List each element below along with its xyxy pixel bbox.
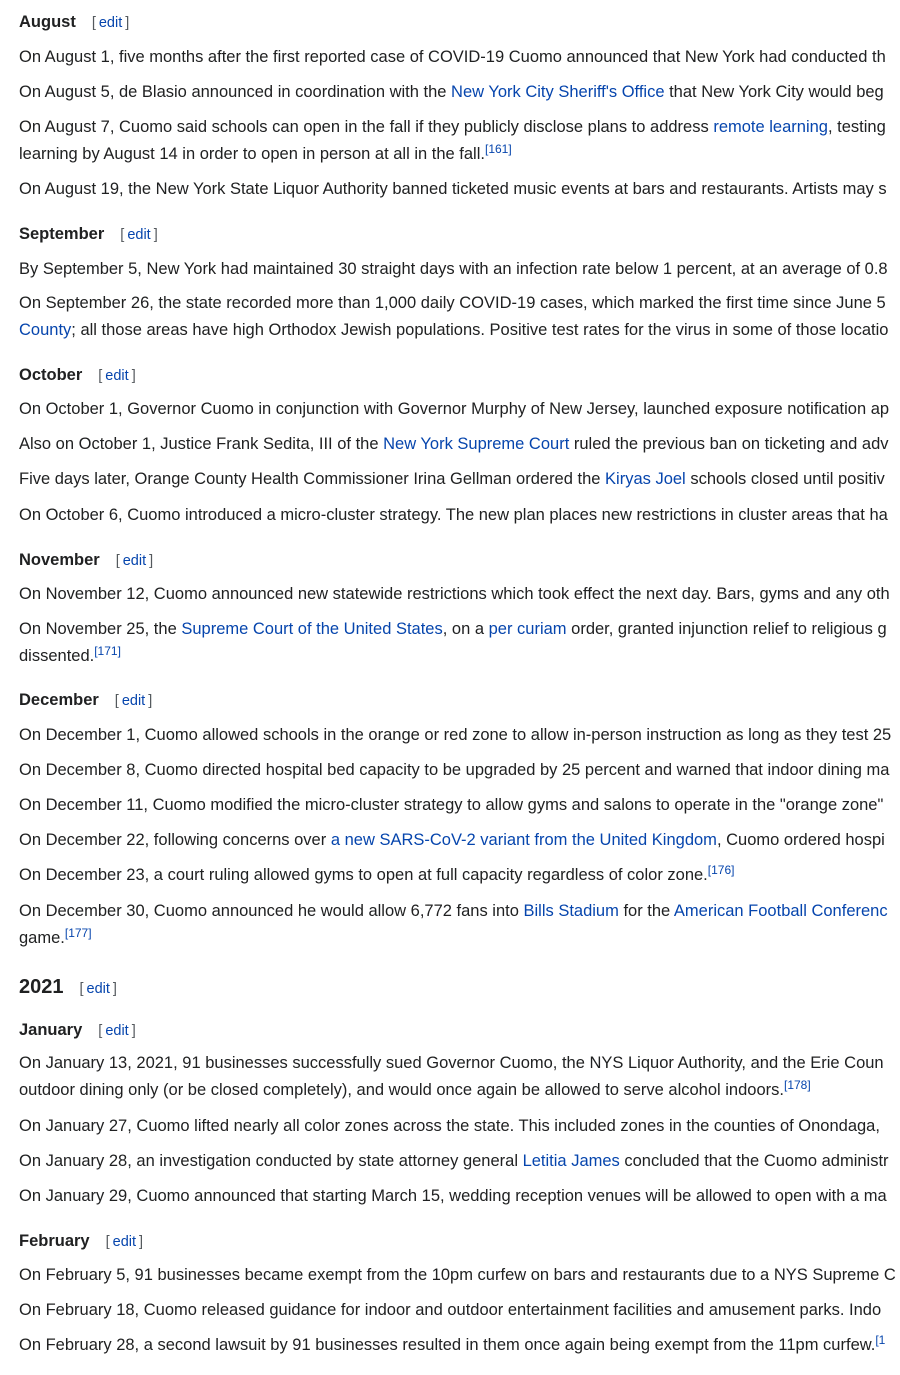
paragraph: On December 8, Cuomo directed hospital bed capacity to be upgraded by 25 percent and warned that indoor dining ma bbox=[19, 761, 890, 779]
edit-section-link-wrapper: [ edit ] bbox=[115, 553, 154, 569]
edit-link[interactable]: edit bbox=[105, 1023, 129, 1039]
heading-text: November bbox=[19, 551, 100, 569]
link-letitia-james[interactable]: Letitia James bbox=[522, 1152, 620, 1170]
heading-text: February bbox=[19, 1232, 90, 1250]
paragraph: On August 7, Cuomo said schools can open in the fall if they publicly disclose plans to address remote learning, testing learning by August 14 in order to open in person at all in the fall.[161] bbox=[19, 118, 886, 163]
link-kiryas-joel[interactable]: Kiryas Joel bbox=[605, 470, 686, 488]
section-heading-november bbox=[19, 550, 153, 571]
link-nyc-sheriffs-office[interactable]: New York City Sheriff's Office bbox=[451, 83, 665, 101]
paragraph: On October 6, Cuomo introduced a micro-cluster strategy. The new plan places new restrictions in cluster areas that ha bbox=[19, 506, 888, 524]
edit-link[interactable]: edit bbox=[98, 15, 123, 31]
section-heading-2021 bbox=[19, 975, 117, 1001]
section-heading-august bbox=[19, 12, 129, 33]
paragraph: On January 13, 2021, 91 businesses successfully sued Governor Cuomo, the NYS Liquor Authority, and the Erie Coun outdoor dining only (or be closed completely), and would once again be allowed to serve alcohol indoors.[178] bbox=[19, 1054, 884, 1099]
paragraph: On January 29, Cuomo announced that starting March 15, wedding reception venues will be allowed to open with a ma bbox=[19, 1187, 887, 1205]
link-ny-supreme-court[interactable]: New York Supreme Court bbox=[383, 435, 570, 453]
edit-section-link-wrapper: [ edit ] bbox=[114, 693, 153, 709]
citation-link[interactable]: [171] bbox=[94, 644, 121, 658]
citation-link[interactable]: [161] bbox=[484, 142, 512, 156]
heading-text: October bbox=[19, 366, 83, 384]
heading-text: January bbox=[19, 1021, 83, 1039]
paragraph: By September 5, New York had maintained 30 straight days with an infection rate below 1 percent, at an average of 0.8 bbox=[19, 260, 888, 278]
edit-section-link-wrapper: [ edit ] bbox=[91, 15, 130, 31]
link-supreme-court-us[interactable]: Supreme Court of the United States bbox=[181, 620, 443, 638]
edit-section-link-wrapper: [ edit ] bbox=[98, 1023, 136, 1039]
paragraph: On August 19, the New York State Liquor Authority banned ticketed music events at bars and restaurants. Artists may s bbox=[19, 180, 887, 198]
section-heading-december bbox=[19, 690, 152, 711]
paragraph: On January 27, Cuomo lifted nearly all color zones across the state. This included zones in the counties of Onondaga, bbox=[19, 1117, 880, 1135]
edit-section-link-wrapper: [ edit ] bbox=[105, 1234, 144, 1250]
citation-link[interactable]: [177] bbox=[64, 926, 92, 940]
paragraph: On December 23, a court ruling allowed gyms to open at full capacity regardless of color zone.[176] bbox=[19, 863, 735, 884]
link-county[interactable]: County bbox=[19, 321, 72, 339]
paragraph: On February 5, 91 businesses became exempt from the 10pm curfew on bars and restaurants due to a NYS Supreme C bbox=[19, 1266, 896, 1284]
paragraph: On December 11, Cuomo modified the micro-cluster strategy to allow gyms and salons to operate in the "orange zone" bbox=[19, 796, 884, 814]
link-remote-learning[interactable]: remote learning bbox=[713, 118, 828, 136]
edit-link[interactable]: edit bbox=[86, 981, 110, 997]
link-afc[interactable]: American Football Conferenc bbox=[673, 902, 888, 920]
link-bills-stadium[interactable]: Bills Stadium bbox=[523, 902, 619, 920]
paragraph: On September 26, the state recorded more than 1,000 daily COVID-19 cases, which marked the first time since June 5 County; all those areas have high Orthodox Jewish populations. Positive test rates for the virus in some of those locatio bbox=[19, 294, 889, 339]
paragraph: On December 30, Cuomo announced he would allow 6,772 fans into Bills Stadium for the American Football Conferenc game.[177] bbox=[19, 902, 888, 947]
paragraph: On December 22, following concerns over a new SARS-CoV-2 variant from the United Kingdom, Cuomo ordered hospi bbox=[19, 831, 885, 849]
paragraph: On February 18, Cuomo released guidance for indoor and outdoor entertainment facilities and amusement parks. Indo bbox=[19, 1301, 882, 1319]
link-per-curiam[interactable]: per curiam bbox=[488, 620, 567, 638]
citation-link[interactable]: [178] bbox=[783, 1078, 811, 1092]
edit-link[interactable]: edit bbox=[122, 553, 147, 569]
citation-link[interactable]: [176] bbox=[707, 863, 735, 877]
edit-section-link-wrapper: [ edit ] bbox=[98, 368, 136, 384]
link-sars-cov-2-variant[interactable]: a new SARS-CoV-2 variant from the United Kingdom bbox=[330, 831, 717, 849]
edit-link[interactable]: edit bbox=[127, 227, 151, 243]
heading-text: September bbox=[19, 225, 105, 243]
edit-link[interactable]: edit bbox=[112, 1234, 137, 1250]
paragraph: On October 1, Governor Cuomo in conjunction with Governor Murphy of New Jersey, launched exposure notification ap bbox=[19, 400, 890, 418]
paragraph: Also on October 1, Justice Frank Sedita, III of the New York Supreme Court ruled the previous ban on ticketing and adv bbox=[19, 435, 889, 453]
paragraph: On August 5, de Blasio announced in coordination with the New York City Sheriff's Office that New York City would beg bbox=[19, 83, 884, 101]
paragraph: On August 1, five months after the first reported case of COVID-19 Cuomo announced that New York had conducted th bbox=[19, 48, 886, 66]
edit-section-link-wrapper: [ edit ] bbox=[79, 981, 117, 997]
paragraph: On November 12, Cuomo announced new statewide restrictions which took effect the next day. Bars, gyms and any oth bbox=[19, 585, 890, 603]
section-heading-october bbox=[19, 365, 136, 386]
paragraph: On December 1, Cuomo allowed schools in the orange or red zone to allow in-person instruction as long as they test 25 bbox=[19, 726, 892, 744]
heading-text: August bbox=[19, 13, 76, 31]
section-heading-september bbox=[19, 224, 158, 245]
heading-text: December bbox=[19, 691, 99, 709]
paragraph: On January 28, an investigation conducted by state attorney general Letitia James concluded that the Cuomo administr bbox=[19, 1152, 889, 1170]
edit-link[interactable]: edit bbox=[105, 368, 129, 384]
edit-section-link-wrapper: [ edit ] bbox=[120, 227, 158, 243]
section-heading-january bbox=[19, 1020, 136, 1041]
paragraph: On November 25, the Supreme Court of the United States, on a per curiam order, granted injunction relief to religious g dissented.[171] bbox=[19, 620, 887, 665]
citation-link[interactable]: [1 bbox=[875, 1333, 886, 1347]
paragraph: On February 28, a second lawsuit by 91 businesses resulted in them once again being exempt from the 11pm curfew.$^{[1}$ bbox=[19, 1333, 886, 1354]
edit-link[interactable]: edit bbox=[121, 693, 146, 709]
heading-text: 2021 bbox=[19, 976, 64, 998]
paragraph: Five days later, Orange County Health Commissioner Irina Gellman ordered the Kiryas Joel schools closed until positiv bbox=[19, 470, 885, 488]
section-heading-february bbox=[19, 1231, 143, 1252]
